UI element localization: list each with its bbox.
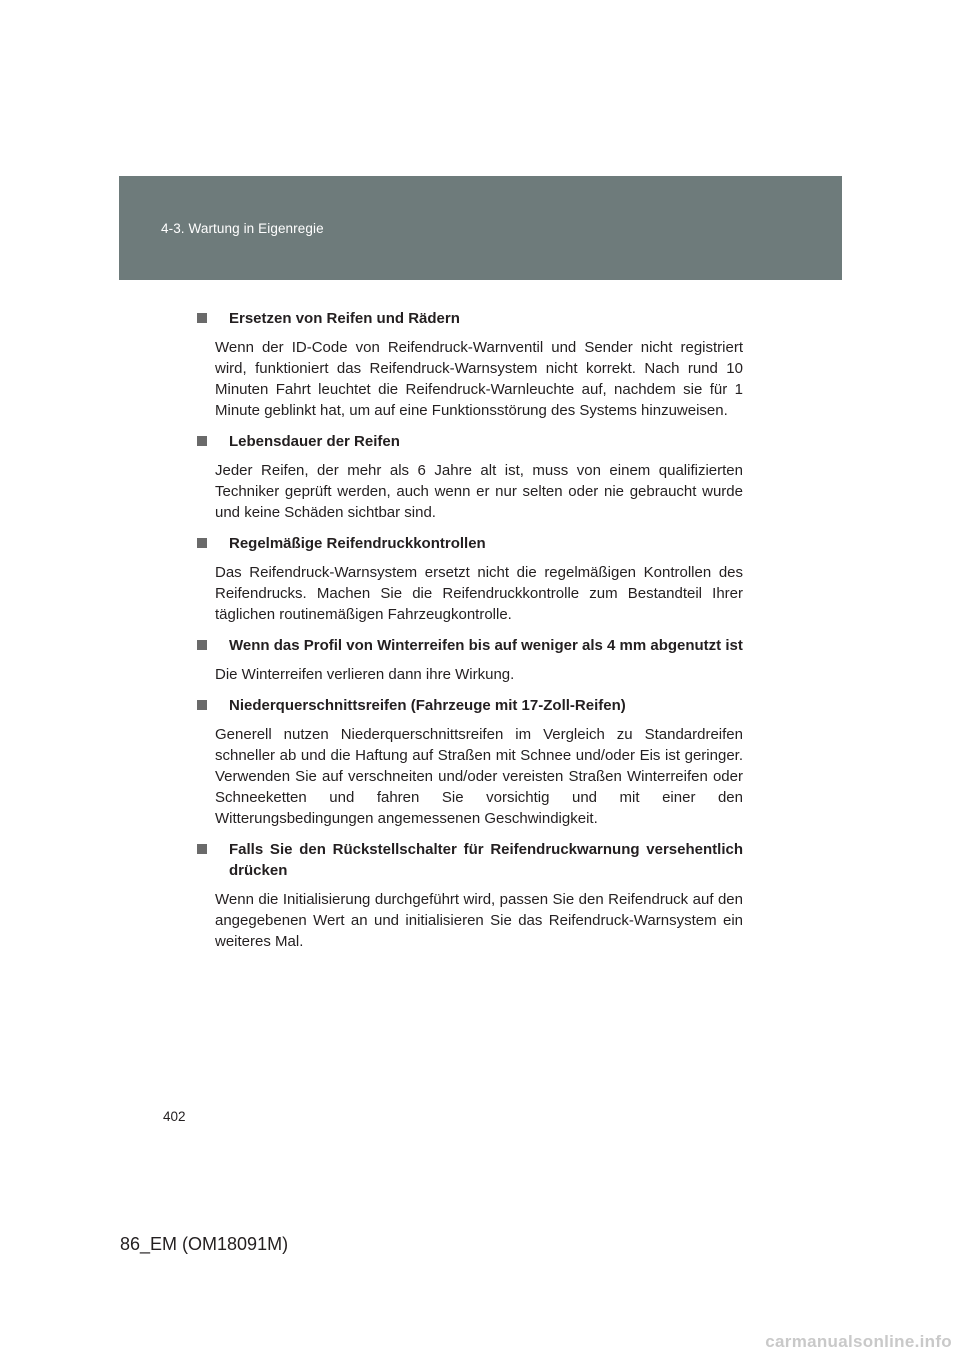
page-content [213,308,743,962]
section-heading [197,695,743,716]
section-body: Generell nutzen Niederquerschnittsreifen im Vergleich zu Standardreifen schneller ab und die Haftung auf Straßen mit Schnee und/oder Eis ist geringer. Verwenden Sie auf verschneiten und/oder vereisten Straßen Winterreifen oder Schneeketten und fahren Sie vorsichtig und mit einer den Witterungsbedingungen angemessenen Geschwindigkeit. [215,726,743,827]
section-body: Wenn die Initialisierung durchgeführt wird, passen Sie den Reifendruck auf den angegebenen Wert an und initialisieren Sie das Reifendruck-Warnsystem ein weiteres Mal. [215,891,743,950]
section-title: 4-3. Wartung in Eigenregie [161,221,324,236]
document-code: 86_EM (OM18091M) [120,1234,289,1254]
square-bullet-icon [197,313,207,323]
section-body: Die Winterreifen verlieren dann ihre Wirkung. [215,666,515,683]
square-bullet-icon [197,436,207,446]
section-winter-tire-tread [213,635,743,685]
section-tire-replacement [213,308,743,421]
section-heading [197,431,743,452]
section-tire-lifespan [213,431,743,523]
section-reset-switch [213,839,743,952]
section-low-profile-tires [213,695,743,829]
section-heading [197,533,743,554]
square-bullet-icon [197,538,207,548]
section-body: Wenn der ID-Code von Reifendruck-Warnventil und Sender nicht registriert wird, funktioniert das Reifendruck-Warnsystem nicht korrekt. Nach rund 10 Minuten Fahrt leuchtet die Reifendruck-Warnleuchte auf, nachdem sie für 1 Minute geblinkt hat, um auf eine Funktionsstörung des Systems hinzuweisen. [215,339,743,419]
square-bullet-icon [197,640,207,650]
section-heading [197,308,743,329]
section-heading [197,839,743,881]
heading-text: Falls Sie den Rückstellschalter für Reifendruckwarnung versehentlich drücken [229,841,743,879]
heading-text: Regelmäßige Reifendruckkontrollen [229,535,486,552]
heading-text: Lebensdauer der Reifen [229,433,400,450]
heading-text: Ersetzen von Reifen und Rädern [229,310,460,327]
page-number: 402 [163,1109,186,1124]
watermark: carmanualsonline.info [765,1332,952,1351]
square-bullet-icon [197,844,207,854]
section-body: Jeder Reifen, der mehr als 6 Jahre alt ist, muss von einem qualifizierten Techniker geprüft werden, auch wenn er nur selten oder nie gebraucht wurde und keine Schäden sichtbar sind. [215,462,743,521]
section-body: Das Reifendruck-Warnsystem ersetzt nicht die regelmäßigen Kontrollen des Reifendrucks. Machen Sie die Reifendruckkontrolle zum Bestandteil Ihrer täglichen routinemäßigen Fahrzeugkontrolle. [215,564,743,623]
square-bullet-icon [197,700,207,710]
section-pressure-checks [213,533,743,625]
section-heading [197,635,743,656]
heading-text: Wenn das Profil von Winterreifen bis auf weniger als 4 mm abgenutzt ist [229,637,743,654]
heading-text: Niederquerschnittsreifen (Fahrzeuge mit 17-Zoll-Reifen) [229,697,626,714]
